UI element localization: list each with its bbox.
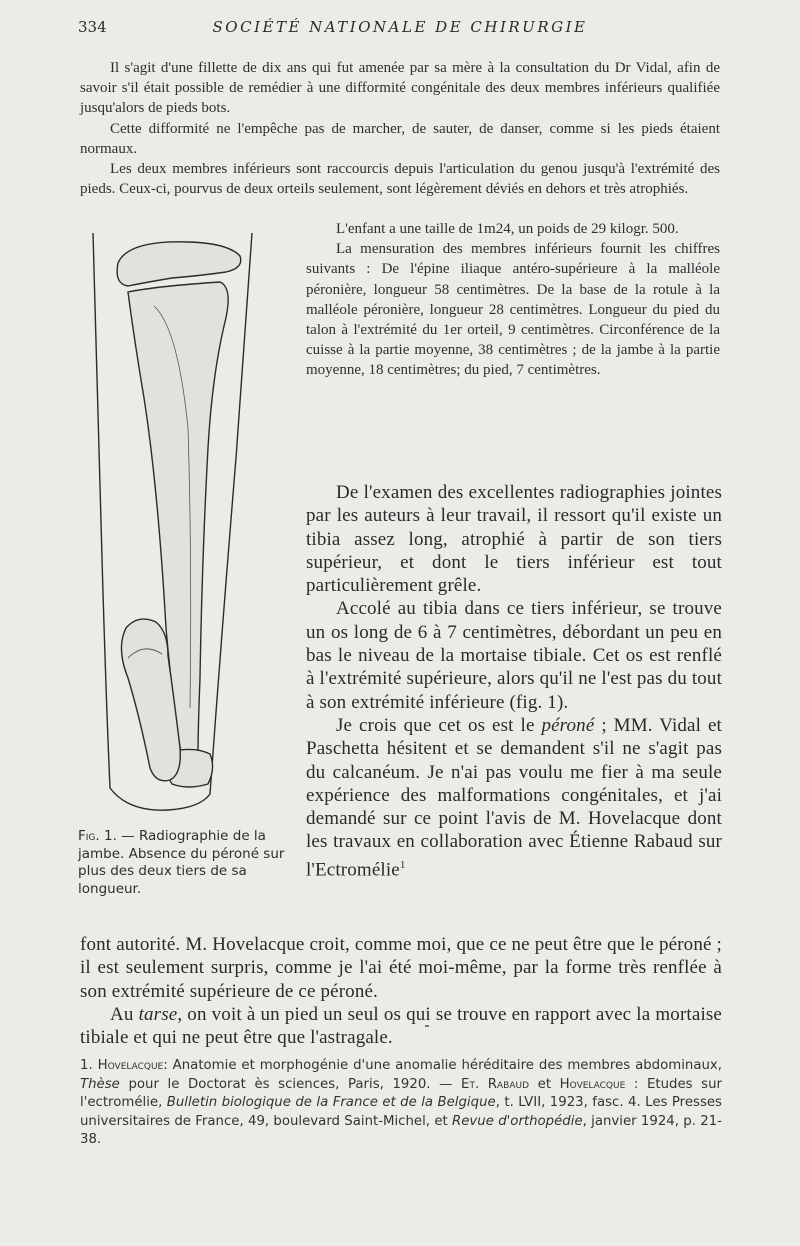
- intro-block: [80, 58, 720, 199]
- paragraph-radiographs: De l'examen des excellentes radiographies jointes par les auteurs à leur travail, il ressort qu'il existe un tibia assez long, atrophié à partir de son tiers supérieur, et dont le tiers inférieur est tout particulièrement grêle.: [306, 482, 722, 597]
- text-run: pour le Doctorat ès sciences, Paris, 1920. —: [119, 1076, 462, 1092]
- figure-label: Fig. 1.: [78, 828, 117, 844]
- italic-term: tarse: [138, 1003, 178, 1025]
- running-title: SOCIÉTÉ NATIONALE DE CHIRURGIE: [212, 18, 588, 36]
- measurements-block: [306, 199, 720, 381]
- paragraph-tarse: [80, 1003, 722, 1050]
- author-name: Et. Rabaud: [461, 1076, 530, 1092]
- footnote: [80, 1057, 722, 1150]
- author-name: Hovelacque: [559, 1076, 626, 1092]
- footnote-separator: [425, 1025, 429, 1027]
- journal-title: Bulletin biologique de la France et de la Belgique: [166, 1095, 496, 1110]
- italic-term: péroné: [541, 714, 595, 736]
- figure-caption-text: — Radiographie de la jambe. Absence du péroné sur plus des deux tiers de sa longueur.: [78, 828, 285, 897]
- figure-caption: [78, 828, 290, 898]
- leg-bones-drawing: [88, 228, 274, 814]
- paragraph-size: L'enfant a une taille de 1m24, un poids de 29 kilogr. 500.: [336, 221, 679, 237]
- text-run: : Etudes sur l'ectromélie,: [80, 1076, 722, 1110]
- paragraph-perone-part2: font autorité. M. Hovelacque croit, comme moi, que ce ne peut être que le péroné ; il est seulement surpris, comme je l'ai été moi-même, par la forme très renflée à son extrémité supérieure de ce péroné.: [80, 934, 722, 1002]
- italic-term: Thèse: [80, 1076, 120, 1092]
- text-run: Je crois que cet os est le: [336, 714, 542, 736]
- footnote-marker: 1: [399, 858, 406, 871]
- text-run: , janvier 1924, p. 21-38.: [80, 1113, 722, 1147]
- text-run: , t. LVII, 1923, fasc. 4. Les Presses universitaires de France, 49, boulevard Saint-Michel, et: [80, 1095, 722, 1129]
- text-run: Au: [110, 1003, 139, 1025]
- text-run: et: [529, 1076, 560, 1092]
- page-number: 334: [78, 18, 107, 36]
- discussion-block: [306, 481, 722, 881]
- author-name: Hovelacque: [97, 1058, 164, 1073]
- text-run: ; MM. Vidal et Paschetta hésitent et se demandent s'il ne s'agit pas du calcanéum. Je n'ai pas voulu me fier à ma seule expérience des malformations congénitales, et j'ai demandé sur ce point l'avis de M. Hovelacque dont les travaux en collaboration avec Étienne Rabaud sur l'Ectromélie: [306, 714, 722, 881]
- paragraph-measurements: La mensuration des membres inférieurs fournit les chiffres suivants : De l'épine iliaque antéro-supérieure à la malléole péronière, longueur 58 centimètres. De la base de la rotule à la malléole péronière, longueur 28 centimètres. Longueur du pied du talon à l'extrémité du 1er orteil, 9 centimètres. Circonférence de la cuisse à la partie moyenne, 38 centimètres ; de la jambe à la partie moyenne, 18 centimètres; du pied, 7 centimètres.: [306, 241, 720, 379]
- conclusion-block: [80, 933, 722, 1049]
- paragraph-perone-part1: [306, 714, 722, 881]
- paragraph-mobility: Cette difformité ne l'empêche pas de marcher, de sauter, de danser, comme si les pieds étaient normaux.: [80, 120, 720, 157]
- footnote-number: 1.: [80, 1058, 98, 1073]
- journal-title: Revue d'orthopédie: [452, 1113, 583, 1129]
- paragraph-case: Il s'agit d'une fillette de dix ans qui fut amenée par sa mère à la consultation du Dr Vidal, afin de savoir s'il était possible de remédier à une difformité congénitale des deux membres inférieurs qualifiée jusqu'alors de pieds bots.: [80, 60, 720, 117]
- text-run: : Anatomie et morphogénie d'une anomalie héréditaire des membres abdominaux,: [163, 1058, 722, 1073]
- text-run: , on voit à un pied un seul os qui se trouve en rapport avec la mortaise tibiale et qui ne peut être que l'astragale.: [80, 1003, 723, 1049]
- page-header: [78, 18, 722, 42]
- paragraph-bone: Accolé au tibia dans ce tiers inférieur, se trouve un os long de 6 à 7 centimètres, débordant un peu en bas le niveau de la mortaise tibiale. Cet os est renflé à l'extrémité supérieure, alors qu'il ne l'est pas du tout à son extrémité inférieure (fig. 1).: [306, 598, 722, 713]
- figure-radiograph: [88, 228, 274, 814]
- paragraph-limbs: Les deux membres inférieurs sont raccourcis depuis l'articulation du genou jusqu'à l'extrémité des pieds. Ceux-ci, pourvus de deux orteils seulement, sont légèrement déviés en dehors et très atrophiés.: [80, 161, 720, 198]
